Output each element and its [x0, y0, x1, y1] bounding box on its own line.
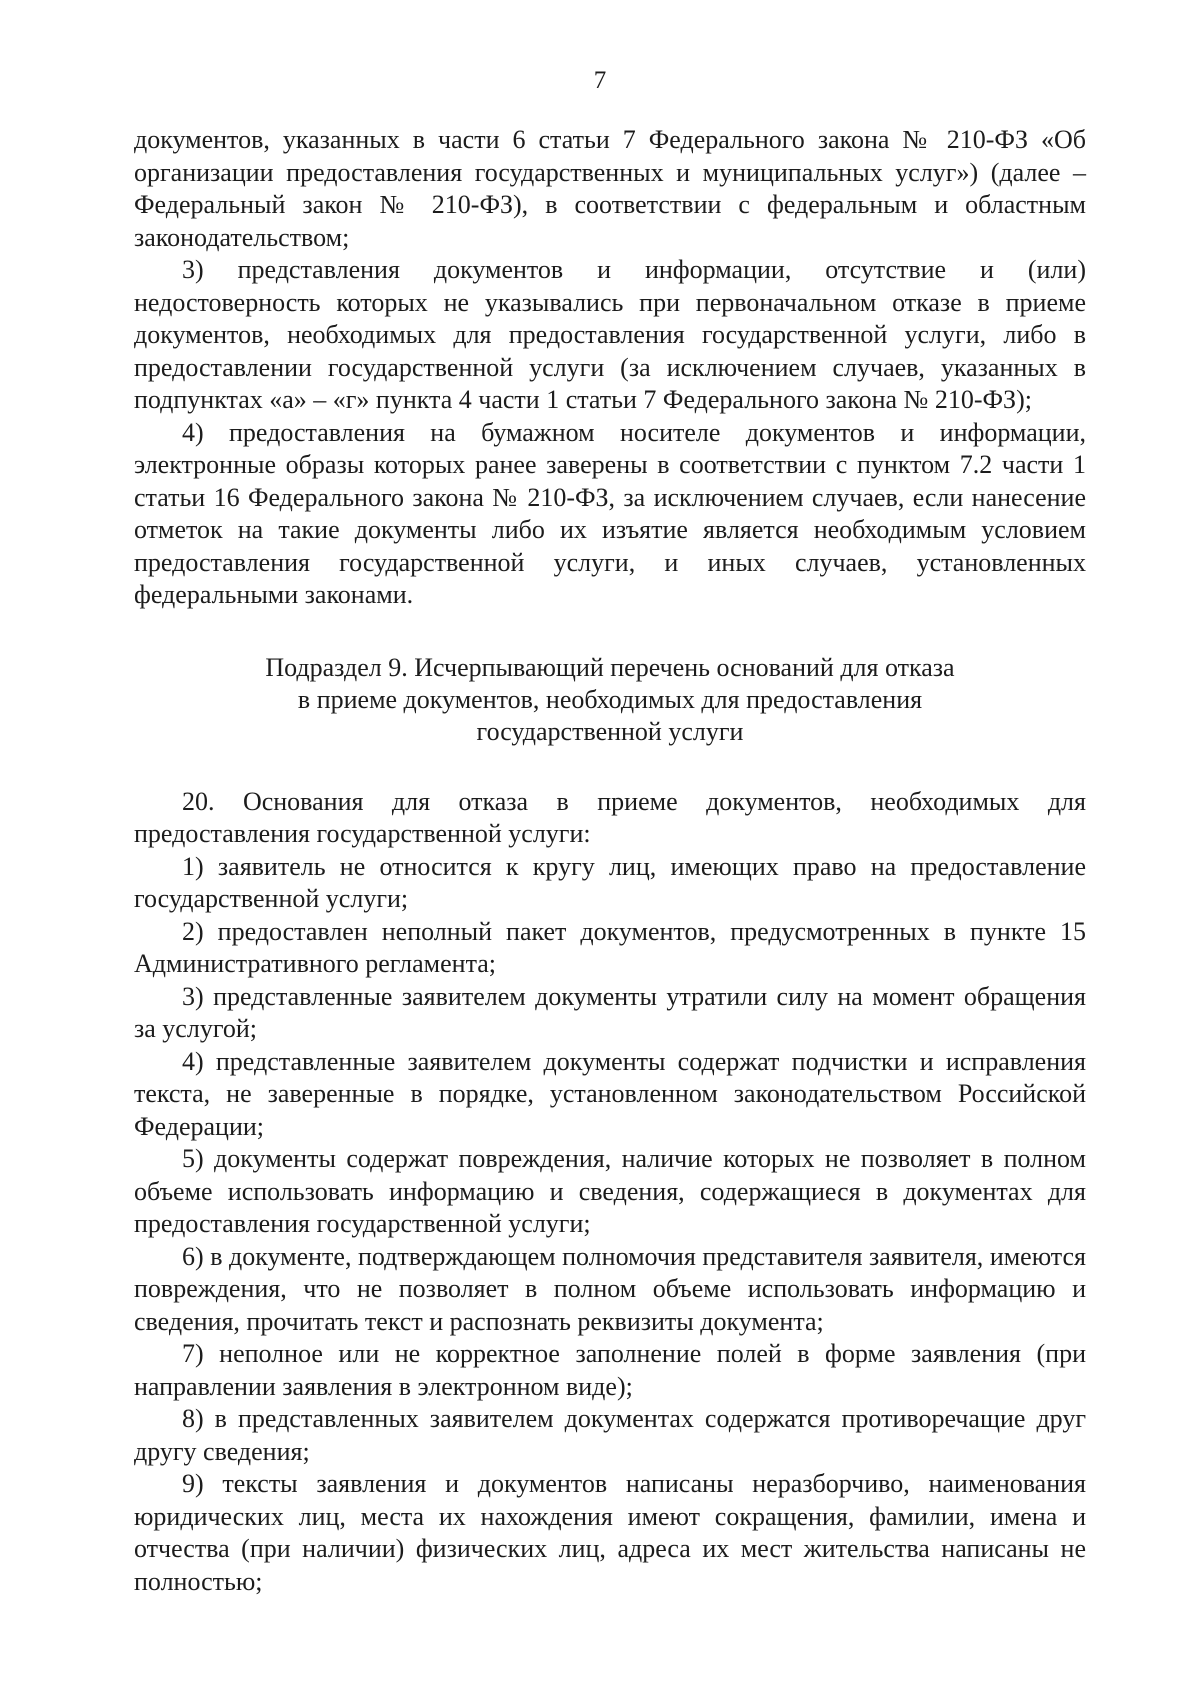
clause-20: 20. Основания для отказа в приеме документов, необходимых для предоставления государственной услуги: — [134, 786, 1086, 848]
ground-item-8: 8) в представленных заявителем документах содержатся противоречащие друг другу сведения; — [134, 1404, 1086, 1466]
page-number: 7 — [593, 67, 607, 94]
subsection-heading — [134, 652, 1086, 748]
ground-item-9: 9) тексты заявления и документов написаны неразборчиво, наименования юридических лиц, места их нахождения имеют сокращения, фамилии, имена и отчества (при наличии) физических лиц, адреса их мест жительства написаны не полностью; — [134, 1469, 1086, 1596]
subsection-heading-line-1: Подраздел 9. Исчерпывающий перечень оснований для отказа — [265, 652, 955, 682]
ground-item-4: 4) представленные заявителем документы содержат подчистки и исправления текста, не заверенные в порядке, установленном законодательством Российской Федерации; — [134, 1046, 1086, 1141]
intro-paragraph: документов, указанных в части 6 статьи 7 Федерального закона № 210-ФЗ «Об организации предоставления государственных и муниципальных услуг») (далее – Федеральный закон № 210-ФЗ), в соответствии с федеральным и областным законодательством; — [134, 125, 1086, 252]
document-body — [134, 124, 1086, 1598]
ground-item-7: 7) неполное или не корректное заполнение полей в форме заявления (при направлении заявления в электронном виде); — [134, 1339, 1086, 1401]
list-item-3: 3) представления документов и информации, отсутствие и (или) недостоверность которых не указывались при первоначальном отказе в приеме документов, необходимых для предоставления государственной услуги, либо в предоставлении государственной услуги (за исключением случаев, указанных в подпунктах «а» – «г» пункта 4 части 1 статьи 7 Федерального закона № 210-ФЗ); — [134, 255, 1086, 414]
list-item-4: 4) предоставления на бумажном носителе документов и информации, электронные образы которых ранее заверены в соответствии с пунктом 7.2 части 1 статьи 16 Федерального закона № 210-ФЗ, за исключением случаев, если нанесение отметок на такие документы либо их изъятие является необходимым условием предоставления государственной услуги, и иных случаев, установленных федеральными законами. — [134, 417, 1086, 609]
subsection-heading-line-2: в приеме документов, необходимых для предоставления — [297, 684, 923, 714]
ground-item-5: 5) документы содержат повреждения, наличие которых не позволяет в полном объеме использовать информацию и сведения, содержащиеся в документах для предоставления государственной услуги; — [134, 1144, 1086, 1238]
ground-item-2: 2) предоставлен неполный пакет документов, предусмотренных в пункте 15 Административного регламента; — [134, 916, 1086, 978]
ground-item-1: 1) заявитель не относится к кругу лиц, имеющих право на предоставление государственной услуги; — [134, 851, 1086, 913]
subsection-heading-line-3: государственной услуги — [476, 716, 744, 746]
ground-item-3: 3) представленные заявителем документы утратили силу на момент обращения за услугой; — [134, 981, 1086, 1043]
ground-item-6: 6) в документе, подтверждающем полномочия представителя заявителя, имеются повреждения, что не позволяет в полном объеме использовать информацию и сведения, прочитать текст и распознать реквизиты документа; — [134, 1241, 1086, 1336]
